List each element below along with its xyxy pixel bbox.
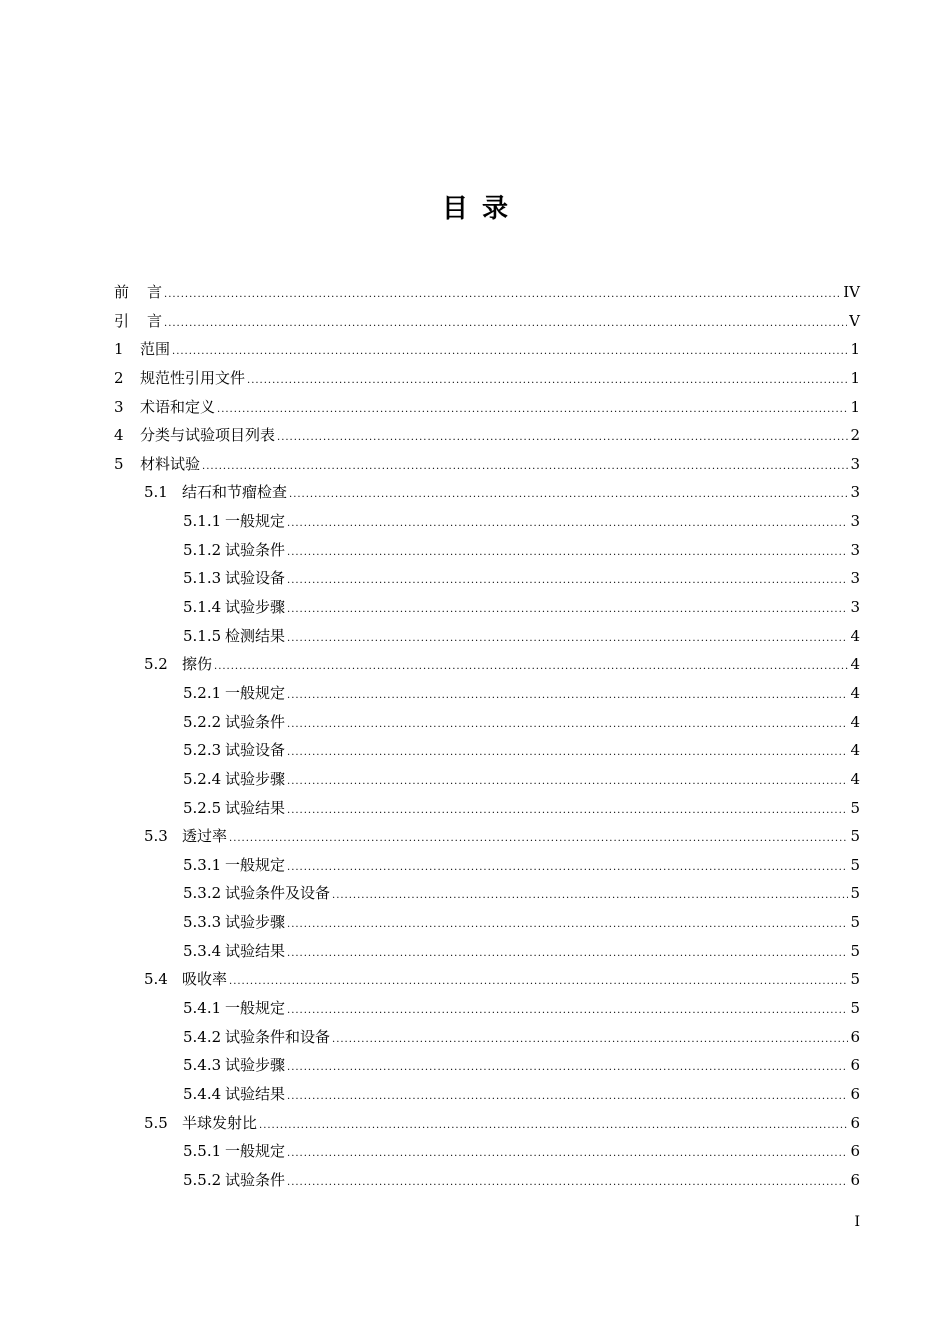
toc-entry[interactable]: [114, 765, 860, 794]
toc-entry-title: 试验条件和设备: [225, 1027, 331, 1046]
toc-entry-number: 5.1.5: [183, 626, 222, 645]
toc-entry-page: V: [849, 311, 860, 330]
toc-entry-page: 5: [850, 855, 860, 874]
toc-entry-title: 试验结果: [225, 1084, 286, 1103]
toc-entry[interactable]: [114, 1137, 860, 1166]
toc-entry-title: 检测结果: [225, 626, 286, 645]
toc-entry-page: 4: [850, 626, 860, 645]
toc-entry[interactable]: [114, 1023, 860, 1052]
toc-entry[interactable]: [114, 564, 860, 593]
toc-leader-dots: [287, 997, 848, 1026]
toc-entry-title: 试验设备: [225, 741, 286, 760]
toc-entry-page: 3: [850, 512, 860, 531]
toc-entry[interactable]: [114, 593, 860, 622]
toc-entry-page: 1: [850, 368, 860, 387]
toc-entry[interactable]: [114, 908, 860, 937]
toc-leader-dots: [332, 1026, 848, 1055]
toc-entry[interactable]: [114, 393, 860, 422]
toc-entry[interactable]: [114, 1109, 860, 1138]
toc-entry-page: 1: [850, 397, 860, 416]
toc-entry-page: 6: [850, 1084, 860, 1103]
toc-entry-page: 3: [850, 454, 860, 473]
toc-entry-number: 5.4.1: [183, 999, 222, 1018]
toc-entry-page: 4: [850, 655, 860, 674]
toc-entry-number: 4: [114, 426, 124, 445]
toc-leader-dots: [332, 882, 848, 911]
toc-entry-title: 一般规定: [225, 855, 286, 874]
toc-entry-page: 5: [850, 913, 860, 932]
toc-entry[interactable]: [114, 822, 860, 851]
toc-leader-dots: [287, 940, 848, 969]
toc-leader-dots: [277, 424, 848, 453]
toc-entry-page: 4: [850, 712, 860, 731]
toc-entry[interactable]: [114, 679, 860, 708]
toc-leader-dots: [172, 338, 848, 367]
toc-leader-dots: [164, 281, 841, 310]
toc-entry-title: 规范性引用文件: [140, 368, 246, 387]
toc-entry-page: 3: [850, 569, 860, 588]
toc-entry-page: 3: [850, 483, 860, 502]
toc-leader-dots: [289, 481, 848, 510]
toc-leader-dots: [287, 1054, 848, 1083]
toc-leader-dots: [287, 854, 848, 883]
toc-entry-title: 半球发射比: [182, 1113, 258, 1132]
toc-entry[interactable]: [114, 307, 860, 336]
toc-entry-title: 试验结果: [225, 941, 286, 960]
toc-entry[interactable]: [114, 278, 860, 307]
toc-entry[interactable]: [114, 736, 860, 765]
toc-entry[interactable]: [114, 650, 860, 679]
toc-entry-number: 3: [114, 397, 124, 416]
toc-entry-title: 引言: [114, 311, 181, 330]
toc-leader-dots: [202, 453, 848, 482]
page-number: I: [854, 1214, 860, 1230]
toc-entry-title: 试验结果: [225, 798, 286, 817]
toc-leader-dots: [287, 539, 848, 568]
toc-leader-dots: [287, 510, 848, 539]
toc-entry-title: 一般规定: [225, 512, 286, 531]
toc-entry-number: 5.1.4: [183, 598, 222, 617]
toc-entry-number: 5.3: [144, 827, 168, 846]
toc-entry-title: 材料试验: [140, 454, 201, 473]
toc-entry[interactable]: [114, 1080, 860, 1109]
toc-entry[interactable]: [114, 937, 860, 966]
toc-leader-dots: [287, 1140, 848, 1169]
toc-entry-number: 5.5: [144, 1113, 168, 1132]
toc-entry-number: 5.3.3: [183, 913, 222, 932]
toc-entry-page: 6: [850, 1027, 860, 1046]
toc-leader-dots: [214, 653, 848, 682]
toc-leader-dots: [247, 367, 848, 396]
toc-leader-dots: [259, 1112, 848, 1141]
toc-entry-number: 2: [114, 368, 124, 387]
toc-entry-page: IV: [843, 283, 860, 301]
toc-title: 目录: [441, 194, 522, 224]
toc-entry-title: 试验步骤: [225, 769, 286, 788]
toc-leader-dots: [287, 1083, 848, 1112]
toc-entry-title: 结石和节瘤检查: [182, 483, 288, 502]
toc-leader-dots: [287, 596, 848, 625]
toc-entry-page: 6: [850, 1056, 860, 1075]
toc-entry-number: 5.4.2: [183, 1027, 222, 1046]
toc-entry-page: 5: [850, 884, 860, 903]
toc-entry[interactable]: [114, 1051, 860, 1080]
toc-entry-number: 5.2.4: [183, 769, 222, 788]
toc-entry-number: 5.5.2: [183, 1170, 222, 1189]
toc-entry-title: 一般规定: [225, 1142, 286, 1161]
toc-leader-dots: [287, 797, 848, 826]
toc-entry-page: 5: [850, 970, 860, 989]
toc-leader-dots: [164, 310, 847, 339]
toc-entry-title: 透过率: [182, 827, 228, 846]
toc-leader-dots: [287, 567, 848, 596]
toc-entry-page: 3: [850, 598, 860, 617]
toc-entry-title: 试验条件: [225, 712, 286, 731]
toc-entry-page: 5: [850, 798, 860, 817]
toc-entry[interactable]: [114, 965, 860, 994]
toc-entry-page: 5: [850, 999, 860, 1018]
toc-leader-dots: [287, 625, 848, 654]
toc-leader-dots: [287, 911, 848, 940]
toc-entry[interactable]: [114, 421, 860, 450]
toc-entry-number: 5.2.5: [183, 798, 222, 817]
toc-entry-number: 5.1.1: [183, 512, 222, 531]
toc-entry-page: 6: [850, 1113, 860, 1132]
toc-entry-title: 术语和定义: [140, 397, 216, 416]
toc-entry-page: 5: [850, 941, 860, 960]
toc-entry[interactable]: [114, 335, 860, 364]
toc-entry[interactable]: [114, 994, 860, 1023]
toc-entry-number: 5.1.3: [183, 569, 222, 588]
toc-entry[interactable]: [114, 879, 860, 908]
toc-entry-number: 5: [114, 454, 124, 473]
toc-entry-page: 4: [850, 683, 860, 702]
toc-entry[interactable]: [114, 708, 860, 737]
toc-entry-number: 5.2: [144, 655, 168, 674]
toc-entry-number: 5.4.4: [183, 1084, 222, 1103]
table-of-contents: [114, 278, 860, 1195]
toc-entry[interactable]: [114, 794, 860, 823]
toc-entry[interactable]: [114, 1166, 860, 1195]
toc-entry-page: 6: [850, 1142, 860, 1161]
toc-entry-page: 1: [850, 340, 860, 359]
toc-entry-number: 5.4: [144, 970, 168, 989]
toc-leader-dots: [287, 682, 848, 711]
toc-entry-title: 擦伤: [182, 655, 213, 674]
toc-entry-number: 5.3.2: [183, 884, 222, 903]
toc-entry-number: 5.2.3: [183, 741, 222, 760]
toc-leader-dots: [229, 968, 848, 997]
toc-entry-number: 5.2.1: [183, 683, 222, 702]
toc-entry-number: 5.3.1: [183, 855, 222, 874]
toc-entry-number: 1: [114, 340, 124, 359]
toc-entry-page: 4: [850, 741, 860, 760]
toc-entry[interactable]: [114, 851, 860, 880]
toc-entry-title: 一般规定: [225, 683, 286, 702]
toc-entry-page: 5: [850, 827, 860, 846]
toc-entry-number: 5.1.2: [183, 540, 222, 559]
toc-entry-page: 3: [850, 540, 860, 559]
toc-entry-number: 5.1: [144, 483, 168, 502]
toc-leader-dots: [229, 825, 848, 854]
toc-leader-dots: [287, 1169, 848, 1198]
toc-entry-page: 6: [850, 1170, 860, 1189]
toc-entry-title: 试验步骤: [225, 598, 286, 617]
toc-entry[interactable]: [114, 364, 860, 393]
toc-entry-title: 试验设备: [225, 569, 286, 588]
toc-leader-dots: [287, 711, 848, 740]
toc-entry-page: 2: [850, 426, 860, 445]
toc-leader-dots: [287, 739, 848, 768]
toc-entry-number: 5.5.1: [183, 1142, 222, 1161]
toc-entry-number: 5.4.3: [183, 1056, 222, 1075]
toc-entry-title: 前言: [114, 283, 181, 301]
toc-entry-title: 试验条件及设备: [225, 884, 331, 903]
toc-entry-title: 试验步骤: [225, 913, 286, 932]
toc-leader-dots: [217, 396, 848, 425]
toc-entry-title: 分类与试验项目列表: [140, 426, 276, 445]
toc-entry-title: 试验条件: [225, 1170, 286, 1189]
toc-entry[interactable]: [114, 622, 860, 651]
toc-leader-dots: [287, 768, 848, 797]
toc-entry-number: 5.3.4: [183, 941, 222, 960]
toc-entry-title: 试验步骤: [225, 1056, 286, 1075]
toc-entry-title: 范围: [140, 340, 171, 359]
toc-entry-title: 一般规定: [225, 999, 286, 1018]
toc-entry[interactable]: [114, 536, 860, 565]
toc-entry-title: 吸收率: [182, 970, 228, 989]
toc-entry[interactable]: [114, 507, 860, 536]
toc-entry-number: 5.2.2: [183, 712, 222, 731]
toc-entry[interactable]: [114, 450, 860, 479]
toc-entry[interactable]: [114, 478, 860, 507]
toc-entry-page: 4: [850, 769, 860, 788]
toc-entry-title: 试验条件: [225, 540, 286, 559]
